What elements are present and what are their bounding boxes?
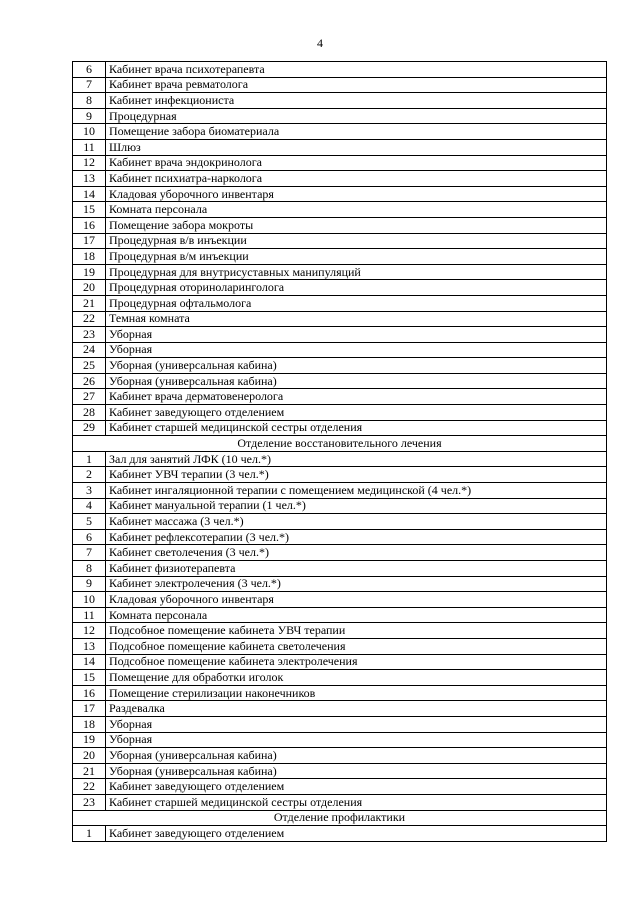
room-name: Уборная [106, 342, 607, 358]
room-name: Кабинет мануальной терапии (1 чел.*) [106, 498, 607, 514]
row-number: 1 [73, 451, 106, 467]
table-row [73, 623, 607, 639]
section-heading-row [73, 810, 607, 826]
row-number: 22 [73, 779, 106, 795]
table-row [73, 202, 607, 218]
room-name: Уборная (универсальная кабина) [106, 748, 607, 764]
row-number: 18 [73, 249, 106, 265]
room-name: Кабинет старшей медицинской сестры отделения [106, 794, 607, 810]
table-row [73, 327, 607, 343]
row-number: 9 [73, 108, 106, 124]
table-row [73, 295, 607, 311]
room-name: Кабинет инфекциониста [106, 93, 607, 109]
table-row [73, 233, 607, 249]
rooms-table [72, 61, 607, 842]
table-row [73, 280, 607, 296]
table-row [73, 529, 607, 545]
room-name: Кабинет электролечения (3 чел.*) [106, 576, 607, 592]
row-number: 9 [73, 576, 106, 592]
row-number: 23 [73, 327, 106, 343]
row-number: 14 [73, 654, 106, 670]
row-number: 10 [73, 124, 106, 140]
room-name: Кабинет ингаляционной терапии с помещением медицинской (4 чел.*) [106, 483, 607, 499]
table-row [73, 701, 607, 717]
room-name: Подсобное помещение кабинета светолечения [106, 638, 607, 654]
row-number: 7 [73, 77, 106, 93]
row-number: 14 [73, 186, 106, 202]
row-number: 11 [73, 607, 106, 623]
row-number: 12 [73, 155, 106, 171]
row-number: 16 [73, 685, 106, 701]
row-number: 11 [73, 139, 106, 155]
room-name: Помещение для обработки иголок [106, 670, 607, 686]
row-number: 3 [73, 483, 106, 499]
row-number: 6 [73, 529, 106, 545]
table-row [73, 670, 607, 686]
table-row [73, 93, 607, 109]
room-name: Процедурная офтальмолога [106, 295, 607, 311]
table-row [73, 748, 607, 764]
room-name: Процедурная [106, 108, 607, 124]
room-name: Помещение стерилизации наконечников [106, 685, 607, 701]
room-name: Кабинет врача психотерапевта [106, 62, 607, 78]
room-name: Подсобное помещение кабинета УВЧ терапии [106, 623, 607, 639]
section-heading: Отделение профилактики [73, 810, 607, 826]
room-name: Темная комната [106, 311, 607, 327]
room-name: Помещение забора биоматериала [106, 124, 607, 140]
row-number: 2 [73, 467, 106, 483]
row-number: 4 [73, 498, 106, 514]
table-row [73, 77, 607, 93]
room-name: Кабинет УВЧ терапии (3 чел.*) [106, 467, 607, 483]
room-name: Комната персонала [106, 202, 607, 218]
room-name: Процедурная оториноларинголога [106, 280, 607, 296]
table-row [73, 186, 607, 202]
room-name: Кабинет заведующего отделением [106, 779, 607, 795]
row-number: 7 [73, 545, 106, 561]
room-name: Кабинет врача эндокринолога [106, 155, 607, 171]
table-row [73, 217, 607, 233]
room-name: Раздевалка [106, 701, 607, 717]
table-row [73, 716, 607, 732]
room-name: Кабинет заведующего отделением [106, 405, 607, 421]
table-row [73, 483, 607, 499]
room-name: Уборная [106, 716, 607, 732]
table-row [73, 264, 607, 280]
table-row [73, 405, 607, 421]
row-number: 15 [73, 202, 106, 218]
room-name: Процедурная для внутрисуставных манипуляций [106, 264, 607, 280]
table-row [73, 451, 607, 467]
table-row [73, 139, 607, 155]
room-name: Уборная [106, 327, 607, 343]
room-name: Уборная (универсальная кабина) [106, 358, 607, 374]
room-name: Кабинет психиатра-нарколога [106, 171, 607, 187]
table-row [73, 826, 607, 842]
row-number: 25 [73, 358, 106, 374]
room-name: Кабинет врача дерматовенеролога [106, 389, 607, 405]
page-number: 4 [317, 36, 323, 50]
room-name: Кабинет массажа (3 чел.*) [106, 514, 607, 530]
row-number: 22 [73, 311, 106, 327]
table-row [73, 108, 607, 124]
room-name: Шлюз [106, 139, 607, 155]
room-name: Процедурная в/в инъекции [106, 233, 607, 249]
row-number: 16 [73, 217, 106, 233]
table-row [73, 467, 607, 483]
room-name: Кабинет врача ревматолога [106, 77, 607, 93]
row-number: 18 [73, 716, 106, 732]
row-number: 26 [73, 373, 106, 389]
section-heading-row [73, 436, 607, 452]
room-name: Зал для занятий ЛФК (10 чел.*) [106, 451, 607, 467]
table-row [73, 685, 607, 701]
room-name: Уборная (универсальная кабина) [106, 763, 607, 779]
room-name: Кабинет рефлексотерапии (3 чел.*) [106, 529, 607, 545]
room-name: Помещение забора мокроты [106, 217, 607, 233]
table-row [73, 561, 607, 577]
table-row [73, 794, 607, 810]
table-row [73, 249, 607, 265]
row-number: 21 [73, 763, 106, 779]
row-number: 19 [73, 732, 106, 748]
table-row [73, 763, 607, 779]
row-number: 6 [73, 62, 106, 78]
row-number: 19 [73, 264, 106, 280]
row-number: 20 [73, 280, 106, 296]
row-number: 28 [73, 405, 106, 421]
table-row [73, 389, 607, 405]
table-row [73, 654, 607, 670]
table-row [73, 311, 607, 327]
room-name: Кладовая уборочного инвентаря [106, 186, 607, 202]
row-number: 20 [73, 748, 106, 764]
room-name: Кабинет старшей медицинской сестры отделения [106, 420, 607, 436]
rooms-table-body [73, 62, 607, 842]
table-row [73, 779, 607, 795]
row-number: 8 [73, 93, 106, 109]
table-row [73, 732, 607, 748]
row-number: 12 [73, 623, 106, 639]
table-row [73, 607, 607, 623]
room-name: Уборная (универсальная кабина) [106, 373, 607, 389]
room-name: Процедурная в/м инъекции [106, 249, 607, 265]
room-name: Кладовая уборочного инвентаря [106, 592, 607, 608]
table-row [73, 592, 607, 608]
table-row [73, 420, 607, 436]
table-row [73, 62, 607, 78]
row-number: 5 [73, 514, 106, 530]
row-number: 17 [73, 701, 106, 717]
row-number: 13 [73, 171, 106, 187]
room-name: Комната персонала [106, 607, 607, 623]
row-number: 21 [73, 295, 106, 311]
table-row [73, 342, 607, 358]
room-name: Кабинет физиотерапевта [106, 561, 607, 577]
table-row [73, 171, 607, 187]
room-name: Кабинет светолечения (3 чел.*) [106, 545, 607, 561]
table-row [73, 545, 607, 561]
table-row [73, 358, 607, 374]
row-number: 23 [73, 794, 106, 810]
table-row [73, 155, 607, 171]
table-row [73, 576, 607, 592]
row-number: 29 [73, 420, 106, 436]
table-row [73, 124, 607, 140]
section-heading: Отделение восстановительного лечения [73, 436, 607, 452]
row-number: 13 [73, 638, 106, 654]
table-row [73, 638, 607, 654]
room-name: Кабинет заведующего отделением [106, 826, 607, 842]
row-number: 8 [73, 561, 106, 577]
table-row [73, 498, 607, 514]
row-number: 1 [73, 826, 106, 842]
row-number: 15 [73, 670, 106, 686]
table-row [73, 514, 607, 530]
row-number: 27 [73, 389, 106, 405]
row-number: 17 [73, 233, 106, 249]
table-row [73, 373, 607, 389]
room-name: Подсобное помещение кабинета электролечения [106, 654, 607, 670]
room-name: Уборная [106, 732, 607, 748]
row-number: 10 [73, 592, 106, 608]
row-number: 24 [73, 342, 106, 358]
